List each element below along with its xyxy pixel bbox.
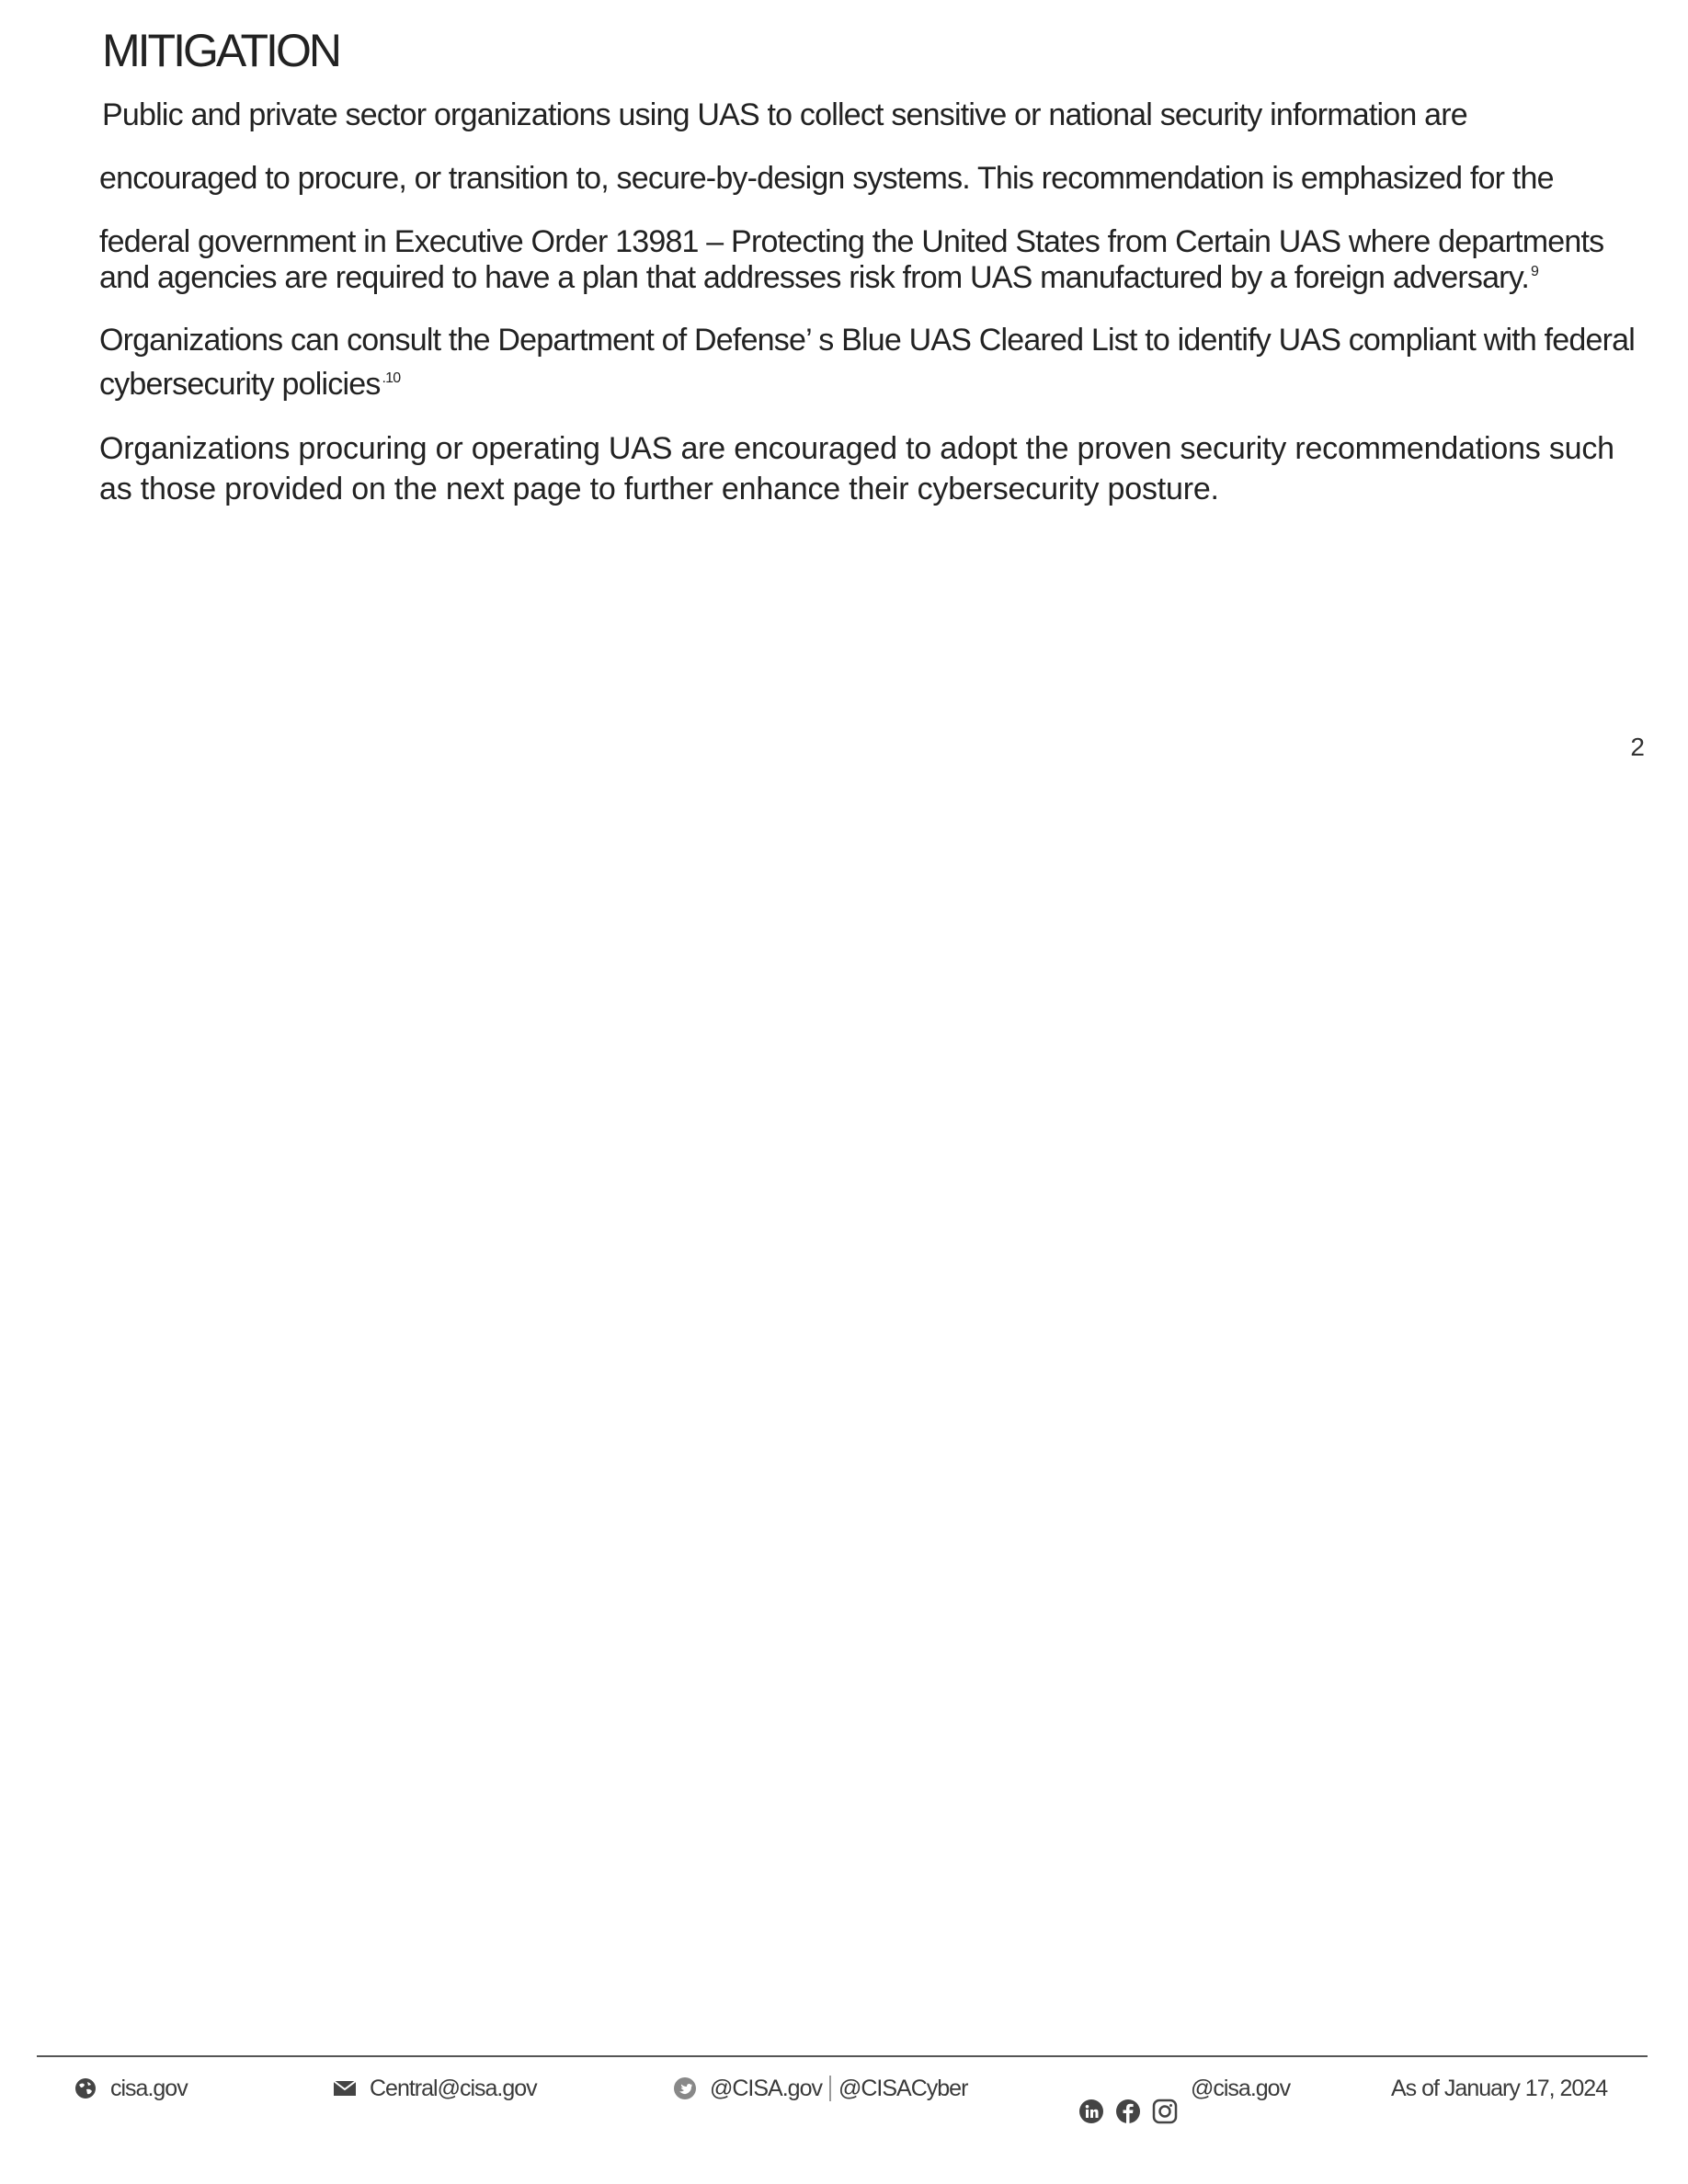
footer-website-text: cisa.gov xyxy=(110,2075,188,2101)
footnote-ref-9[interactable]: 9 xyxy=(1531,264,1539,279)
footer-email-link[interactable] xyxy=(333,2072,537,2105)
instagram-icon[interactable] xyxy=(1151,2098,1179,2125)
linkedin-icon[interactable] xyxy=(1078,2098,1105,2125)
footnote-ref-10[interactable]: .10 xyxy=(382,370,401,386)
footer-email-text: Central@cisa.gov xyxy=(370,2075,537,2101)
paragraph1-line1: Public and private sector organizations using UAS to collect sensitive or national security information are xyxy=(102,97,1467,132)
footer-divider xyxy=(37,2055,1648,2057)
paragraph1-line2: encouraged to procure, or transition to, secure-by-design systems. This recommendation is emphasized for the xyxy=(99,161,1554,196)
twitter-handle-cisa[interactable]: @CISA.gov xyxy=(710,2075,822,2101)
twitter-icon xyxy=(673,2076,697,2100)
footer-website-link[interactable] xyxy=(74,2072,188,2105)
footer-date: As of January 17, 2024 xyxy=(1391,2075,1608,2101)
globe-icon xyxy=(74,2076,97,2100)
paragraph1-line3: federal government in Executive Order 13981 – Protecting the United States from Certain UAS where departments xyxy=(99,224,1604,259)
twitter-handle-cisacyber[interactable]: @CISACyber xyxy=(838,2075,968,2101)
social-icons xyxy=(1078,2098,1179,2125)
paragraph2-line2-text: cybersecurity policies xyxy=(99,367,381,402)
paragraph3: Organizations procuring or operating UAS are encouraged to adopt the proven security recommendations such as those provided on the next page to further enhance their cybersecurity posture. xyxy=(99,431,1614,506)
paragraph2-line2 xyxy=(99,364,1607,404)
paragraph1-line4 xyxy=(99,257,1607,298)
paragraph2-line1: Organizations can consult the Department of Defense’ s Blue UAS Cleared List to identify UAS compliant with federal xyxy=(99,323,1635,358)
handle-separator xyxy=(829,2076,831,2101)
paragraph1-line4-text: and agencies are required to have a plan that addresses risk from UAS manufactured by a foreign adversary. xyxy=(99,260,1530,295)
footer-social-handle[interactable]: @cisa.gov xyxy=(1191,2075,1291,2101)
mail-icon xyxy=(333,2079,357,2098)
footer-twitter xyxy=(673,2072,967,2105)
section-heading: MITIGATION xyxy=(102,25,339,76)
page-number: 2 xyxy=(1630,733,1645,761)
facebook-icon[interactable] xyxy=(1114,2098,1142,2125)
